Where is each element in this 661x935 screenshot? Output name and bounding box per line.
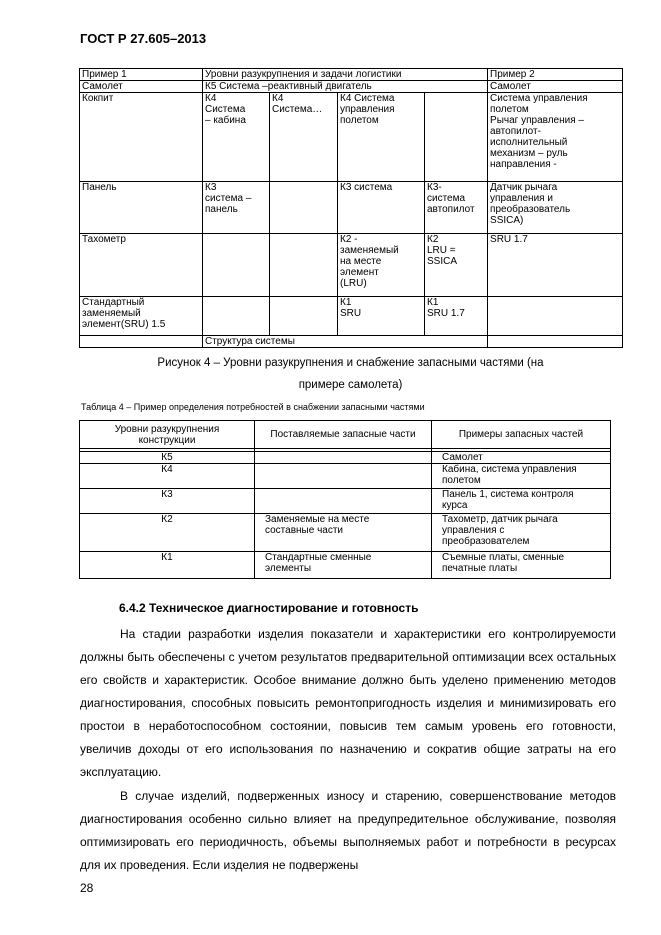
table-cell: SRU 1.7 — [488, 234, 623, 297]
table-cell: Самолет — [432, 452, 611, 464]
figure-caption-line-2: примере самолета) — [298, 379, 403, 391]
column-header: Уровни разукрупнения конструкции — [80, 421, 255, 449]
table-cell: К2 — [80, 514, 255, 552]
table-cell: К4 Система – кабина — [203, 93, 270, 182]
table-cell: Кокпит — [80, 93, 203, 182]
column-header: Примеры запасных частей — [432, 421, 611, 449]
table-cell: К3 система — [338, 182, 425, 234]
paragraph-2: В случае изделий, подверженных износу и старению, совершенствование методов диагностирования особенно сильно влияет на предупредительное обслуживание, позволяя оптимизировать его периодичность, объемы выполняемых работ и потребности в ресурсах для их проведения. Если изделия не подвержены — [80, 789, 616, 872]
table-cell: К3- система автопилот — [425, 182, 488, 234]
table-row — [80, 552, 611, 579]
table-row — [80, 452, 611, 464]
table-cell: К3 — [80, 489, 255, 514]
table-cell: Пример 1 — [80, 69, 203, 81]
table-cell — [270, 234, 338, 297]
figure-caption-line-1: Рисунок 4 – Уровни разукрупнения и снабжение запасными частями (на — [157, 357, 544, 369]
table-cell: К2 - заменяемый на месте элемент (LRU) — [338, 234, 425, 297]
table-cell: Система управления полетом Рычаг управления – автопилот- исполнительный механизм – руль направления - — [488, 93, 623, 182]
table-cell — [255, 489, 432, 514]
table-cell: К1 SRU — [338, 297, 425, 336]
table-cell: К3 система – панель — [203, 182, 270, 234]
column-header: Поставляемые запасные части — [255, 421, 432, 449]
table-cell: Уровни разукрупнения и задачи логистики — [203, 69, 488, 81]
table-cell: Заменяемые на месте составные части — [255, 514, 432, 552]
table-cell: Тахометр — [80, 234, 203, 297]
table-header-row — [80, 421, 611, 449]
paragraph-1: На стадии разработки изделия показатели и характеристики его контролируемости должны быть обеспечены с учетом результатов предварительной оптимизации всех остальных его свойств и характеристик. Особое внимание должно быть уделено применению методов диагностирования, способных повысить ремонтопригодность изделия и минимизировать его простои в неработоспособном состоянии, повысив тем самым уровень его готовности, увеличив доходы от его использования по назначению и сократив общие затраты на его эксплуатацию. — [80, 627, 616, 779]
table-row — [80, 81, 623, 93]
table-cell — [255, 464, 432, 489]
table-cell: Пример 2 — [488, 69, 623, 81]
table-cell: Самолет — [488, 81, 623, 93]
table-cell — [203, 234, 270, 297]
table-cell: К5 — [80, 452, 255, 464]
table-cell: Самолет — [80, 81, 203, 93]
table-cell: К4 Система… — [270, 93, 338, 182]
table-row — [80, 93, 623, 182]
table-4 — [79, 420, 611, 579]
table-row — [80, 234, 623, 297]
section-heading: 6.4.2 Техническое диагностирование и готовность — [119, 601, 419, 615]
table-cell — [270, 182, 338, 234]
table-row — [80, 464, 611, 489]
table-cell — [80, 336, 203, 348]
table-row — [80, 182, 623, 234]
table-cell: Тахометр, датчик рычага управления с преобразователем — [432, 514, 611, 552]
table-row — [80, 336, 623, 348]
table-cell: К2 LRU = SSICA — [425, 234, 488, 297]
table-cell: Панель — [80, 182, 203, 234]
table-cell: Стандартный заменяемый элемент(SRU) 1.5 — [80, 297, 203, 336]
table-row — [80, 514, 611, 552]
table-cell: Структура системы — [203, 336, 488, 348]
table-row — [80, 489, 611, 514]
table-cell: К1 SRU 1.7 — [425, 297, 488, 336]
table-cell — [488, 336, 623, 348]
document-header-title: ГОСТ Р 27.605–2013 — [80, 31, 207, 46]
table-cell: К4 Система управления полетом — [338, 93, 425, 182]
table-title: Таблица 4 – Пример определения потребностей в снабжении запасными частями — [81, 402, 425, 412]
table-cell: К5 Система –реактивный двигатель — [203, 81, 488, 93]
table-cell — [255, 452, 432, 464]
table-cell: К4 — [80, 464, 255, 489]
table-row — [80, 297, 623, 336]
table-row — [80, 69, 623, 81]
table-cell — [425, 93, 488, 182]
table-cell — [203, 297, 270, 336]
page-number: 28 — [80, 881, 94, 895]
table-cell: К1 — [80, 552, 255, 579]
table-cell: Панель 1, система контроля курса — [432, 489, 611, 514]
table-cell: Стандартные сменные элементы — [255, 552, 432, 579]
table-cell — [488, 297, 623, 336]
table-cell — [270, 297, 338, 336]
table-cell: Съемные платы, сменные печатные платы — [432, 552, 611, 579]
table-cell: Кабина, система управления полетом — [432, 464, 611, 489]
figure-4-table — [79, 68, 623, 348]
table-cell: Датчик рычага управления и преобразователь SSICA) — [488, 182, 623, 234]
